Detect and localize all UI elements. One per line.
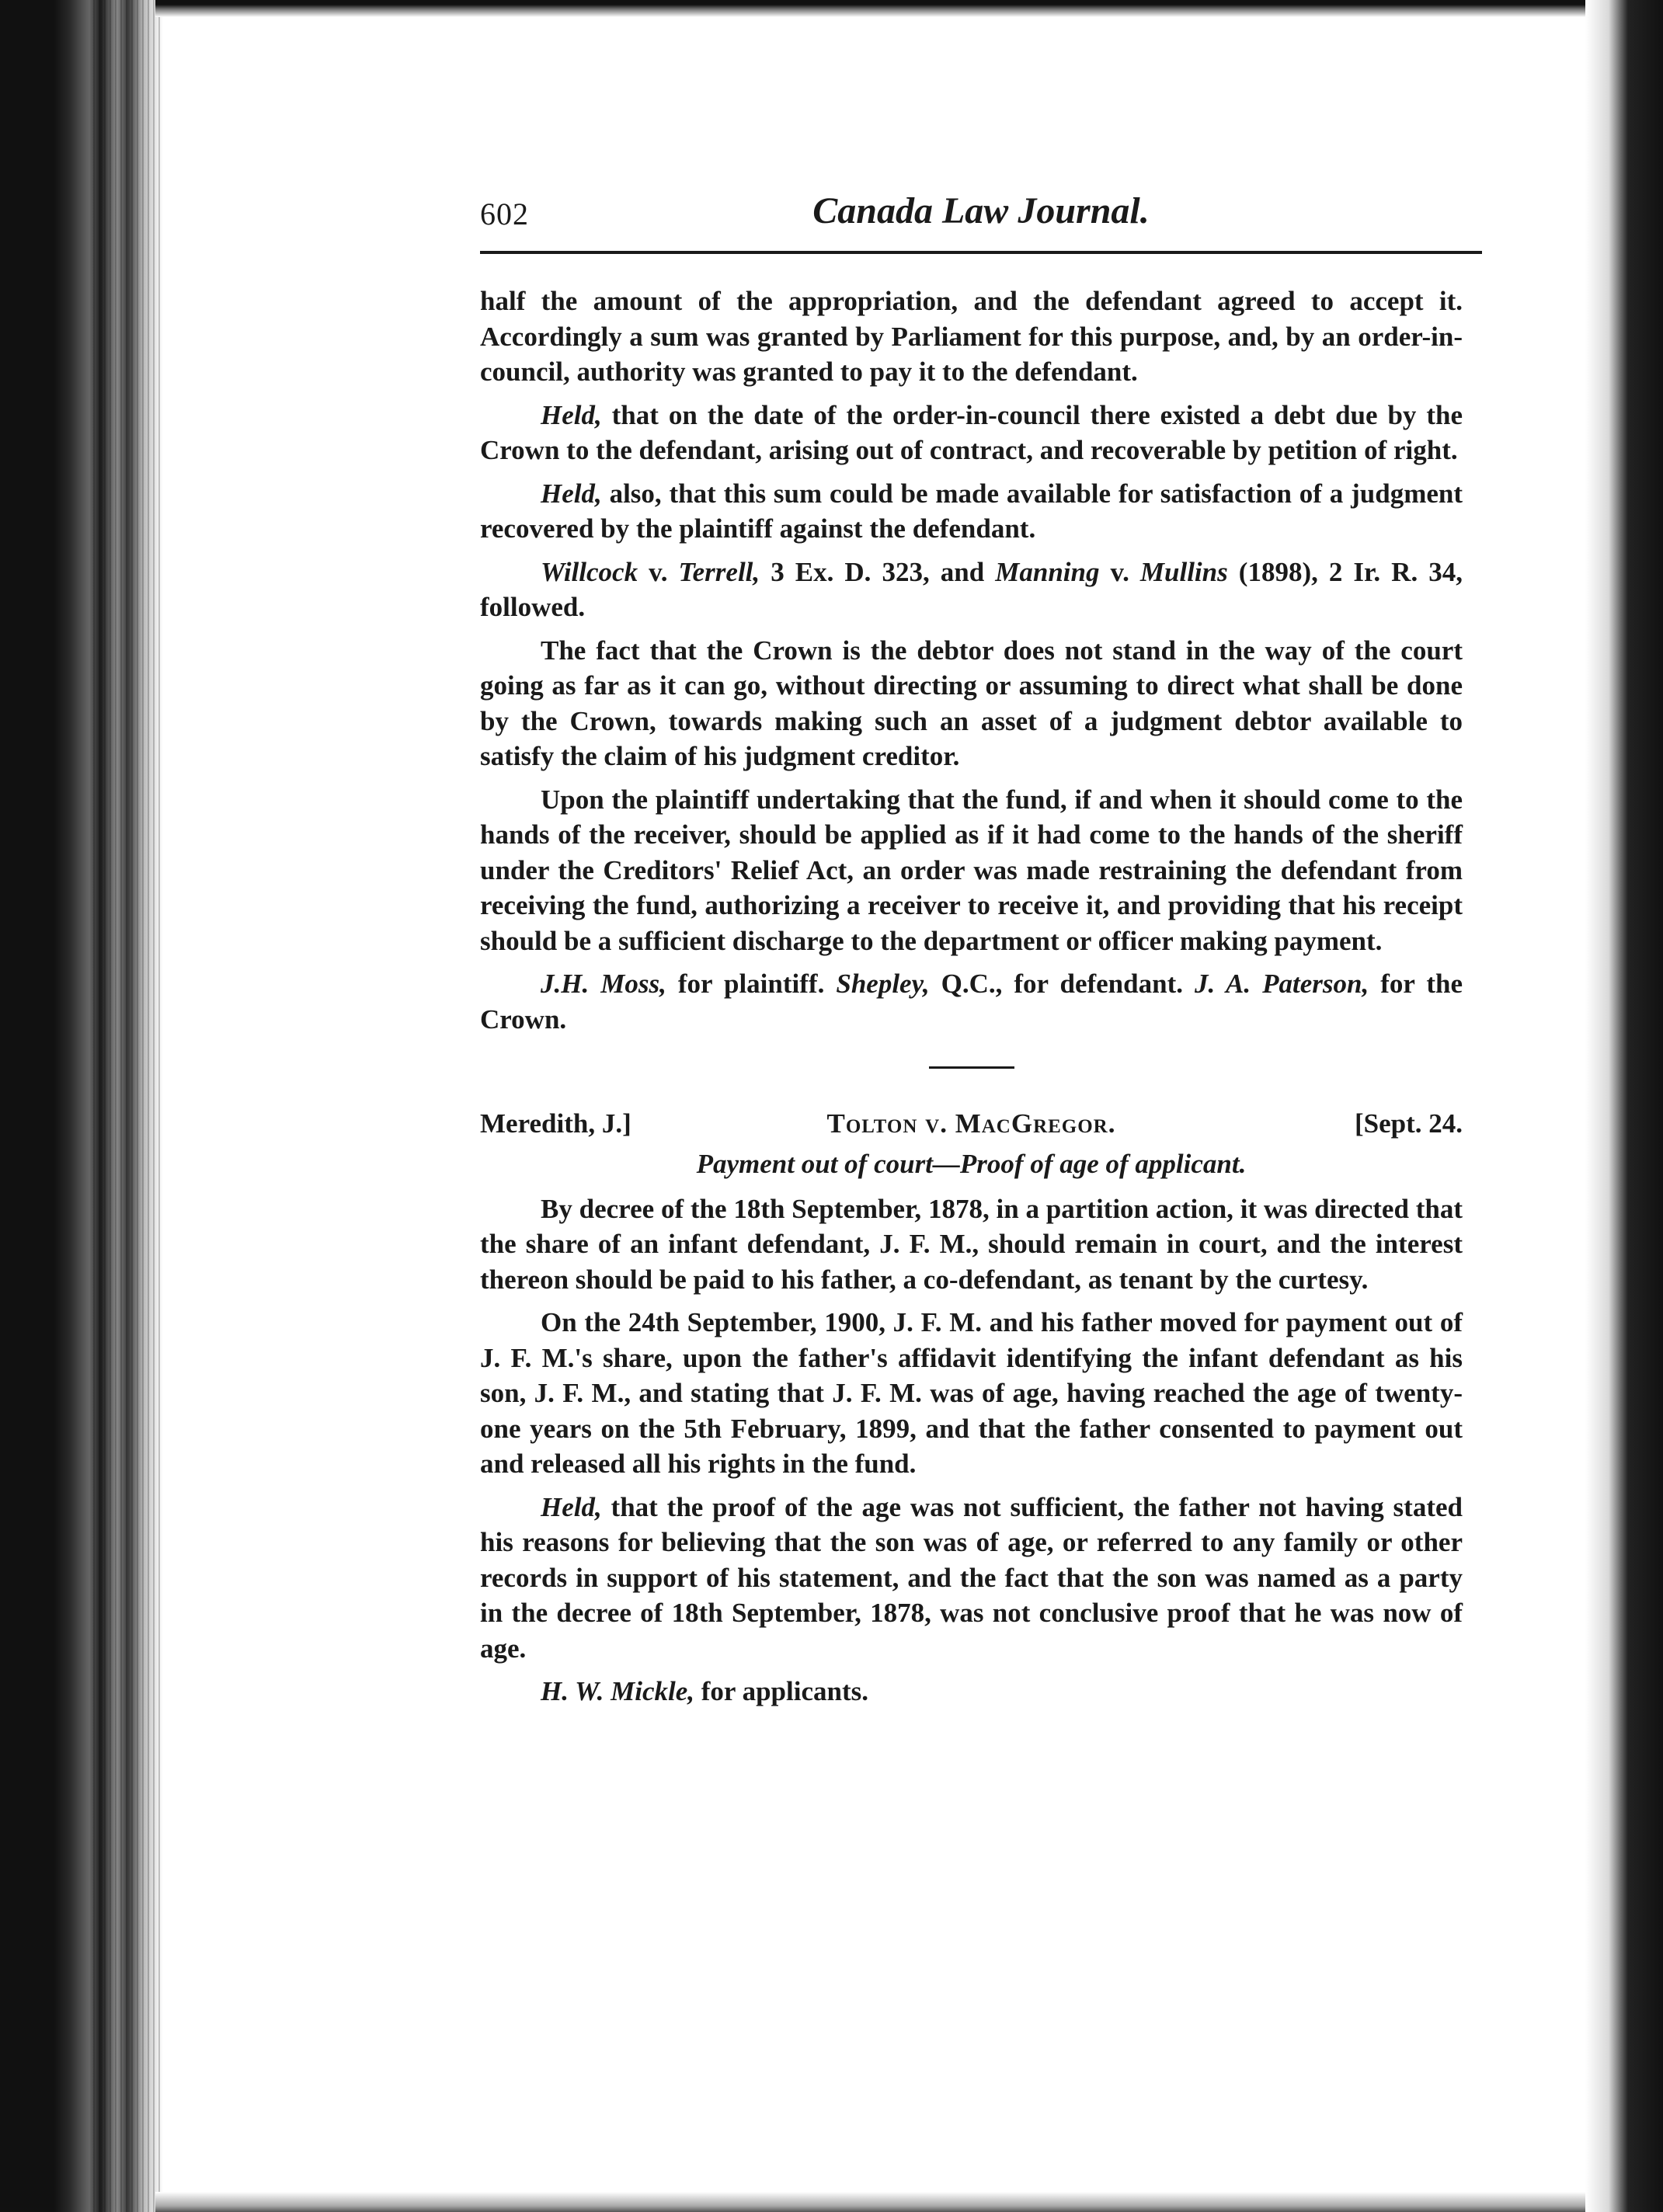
citation-text: v. xyxy=(1099,556,1140,587)
citation-text: v. xyxy=(638,556,679,587)
citation-paragraph xyxy=(480,555,1463,625)
paragraph xyxy=(480,1305,1463,1482)
paragraph xyxy=(480,283,1463,390)
header-rule xyxy=(480,251,1482,254)
scan-bottom-edge xyxy=(155,2192,1585,2212)
scan-top-edge xyxy=(155,0,1585,17)
paragraph-text: By decree of the 18th September, 1878, in a partition action, it was directed that the share of an infant defendant, J. F. M., should remain in court, and the interest thereon should be paid to his father, a co-defendant, as tenant by the curtesy. xyxy=(480,1193,1463,1295)
counsel-paragraph xyxy=(480,1674,1463,1709)
book-binding-right-edge xyxy=(1585,0,1663,2212)
paragraph-text: half the amount of the appropriation, and the defendant agreed to accept it. Accordingly a sum was granted by Parliament for this purpose, and, by an order-in-council, authority was granted to pay it to the defendant. xyxy=(480,286,1463,387)
counsel-text: for plaintiff. xyxy=(666,969,837,999)
counsel-paragraph xyxy=(480,966,1463,1037)
held-label: Held, xyxy=(541,1491,602,1522)
counsel-name: J. A. Paterson, xyxy=(1195,969,1369,999)
body-text xyxy=(480,283,1463,1717)
paragraph-text: Upon the plaintiff undertaking that the fund, if and when it should come to the hands of the receiver, should be applied as if it had come to the hands of the sheriff under the Creditors' Relief Act, an order was made restraining the defendant from receiving the fund, authorizing a receiver to receive it, and providing that his receipt should be a sufficient discharge to the department or officer making payment. xyxy=(480,784,1463,956)
counsel-text: Q.C., for defendant. xyxy=(929,969,1195,999)
case-name: Willcock xyxy=(541,556,638,587)
paragraph xyxy=(480,782,1463,959)
case-judge: Meredith, J.] xyxy=(480,1108,631,1139)
case-name: Terrell, xyxy=(678,556,760,587)
held-label: Held, xyxy=(541,478,602,509)
held-label: Held, xyxy=(541,399,602,430)
paragraph-text: The fact that the Crown is the debtor does not stand in the way of the court going as far as it can go, without directing or assuming to direct what shall be done by the Crown, towards making such an asset of a judgment debtor available to satisfy the claim of his judgment creditor. xyxy=(480,635,1463,771)
counsel-name: Shepley, xyxy=(836,969,930,999)
counsel-name: J.H. Moss, xyxy=(541,969,666,999)
paragraph-text: that on the date of the order-in-council there existed a debt due by the Crown to the defendant, arising out of contract, and recoverable by petition of right. xyxy=(480,399,1463,465)
citation-text: (1898), 2 Ir. R. 34, followed. xyxy=(480,556,1463,622)
running-head xyxy=(480,185,1482,247)
paragraph-text: On the 24th September, 1900, J. F. M. and his father moved for payment out of J. F. M.'s share, upon the father's affidavit identifying the infant defendant as his son, J. F. M., and stating that J. F. M. was of age, having reached the age of twenty-one years on the 5th February, 1899, and that the father consented to payment out and released all his rights in the fund. xyxy=(480,1307,1463,1479)
paragraph-text: also, that this sum could be made available for satisfaction of a judgment recovered by the plaintiff against the defendant. xyxy=(480,478,1463,544)
page-number: 602 xyxy=(480,197,529,231)
section-divider xyxy=(929,1066,1014,1069)
page-edge-stripes xyxy=(93,0,163,2212)
case-subject: Payment out of court—Proof of age of applicant. xyxy=(696,1149,1247,1179)
paragraph-text: that the proof of the age was not sufficient, the father not having stated his reasons for believing that the son was of age, or referred to any family or other records in support of his statement, and the fact that the son was named as a party in the decree of 18th September, 1878, was not conclusive proof that he was now of age. xyxy=(480,1491,1463,1664)
case-name: Mullins xyxy=(1139,556,1228,587)
case-name: Manning xyxy=(995,556,1100,587)
paragraph xyxy=(480,398,1463,468)
case-date: [Sept. 24. xyxy=(1354,1108,1463,1139)
paragraph xyxy=(480,476,1463,547)
counsel-text: for applicants. xyxy=(694,1676,868,1706)
counsel-text: for the Crown. xyxy=(480,969,1463,1035)
journal-title: Canada Law Journal. xyxy=(812,190,1150,231)
paragraph xyxy=(480,633,1463,774)
case-title: Tolton v. MacGregor. xyxy=(826,1108,1116,1139)
case-heading xyxy=(480,1106,1463,1143)
counsel-name: H. W. Mickle, xyxy=(541,1676,695,1706)
paragraph xyxy=(480,1191,1463,1298)
citation-text: 3 Ex. D. 323, and xyxy=(760,556,996,587)
paragraph xyxy=(480,1490,1463,1667)
